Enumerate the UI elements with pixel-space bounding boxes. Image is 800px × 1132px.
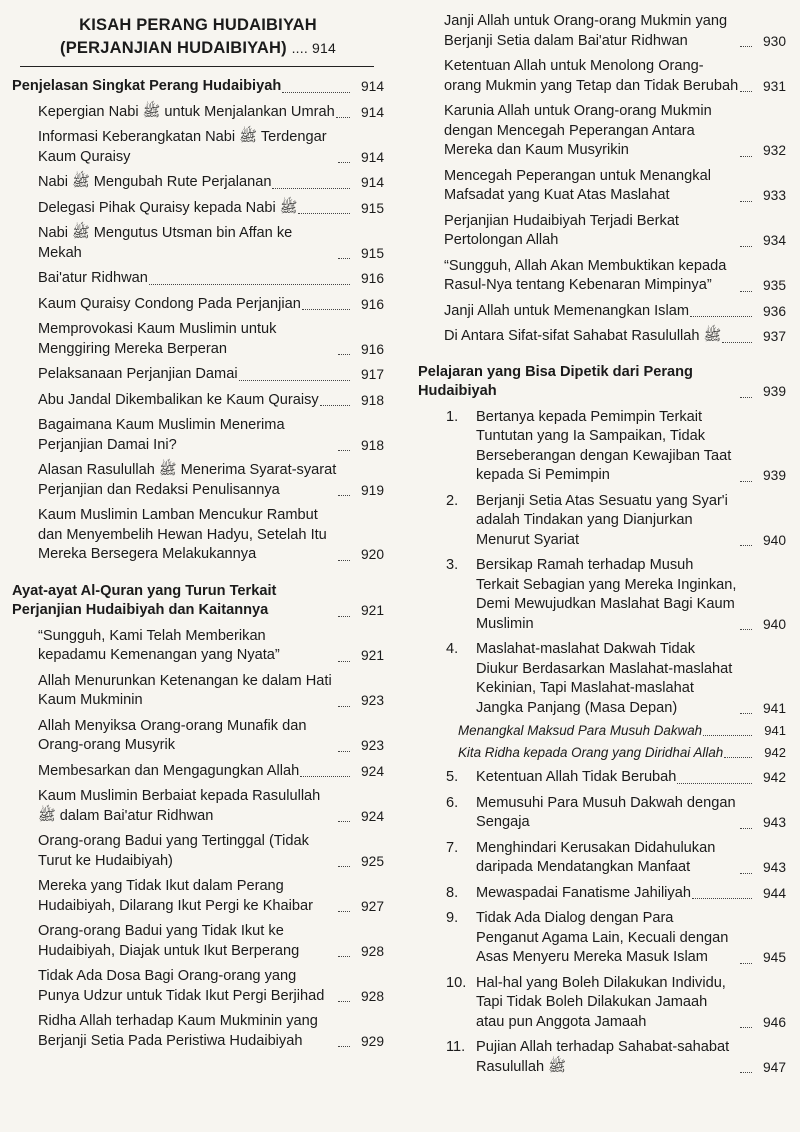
toc-entry xyxy=(12,320,384,359)
entry-title: “Sungguh, Allah Akan Membuktikan kepada Rasul-Nya tentang Kebenaran Mimpinya” xyxy=(444,257,727,293)
lesson-number: 2. xyxy=(446,492,459,509)
entry-page-number: 940 xyxy=(762,532,786,548)
entry-page-number: 918 xyxy=(360,437,384,453)
numbered-lesson xyxy=(418,794,786,833)
entry-page-number: 933 xyxy=(762,188,786,203)
toc-entry xyxy=(476,974,786,1033)
entry-page-number: 914 xyxy=(360,149,384,165)
entry-title: Menghindari Kerusakan Didahulukan daripada Mendatangkan Manfaat xyxy=(476,839,716,875)
entry-page-number: 918 xyxy=(360,392,384,408)
entry-title: Abu Jandal Dikembalikan ke Kaum Quraisy xyxy=(38,391,319,408)
toc-entry xyxy=(12,365,384,385)
lesson-number: 3. xyxy=(446,557,459,573)
entry-title: “Sungguh, Kami Telah Memberikan kepadamu Kemenangan yang Nyata” xyxy=(38,627,280,663)
toc-entry xyxy=(12,416,384,455)
dot-leader xyxy=(740,481,752,482)
toc-entry xyxy=(12,1012,384,1051)
entry-title: Kaum Muslimin Berbaiat kepada Rasulullah ﷺ dalam Bai'atur Ridhwan xyxy=(38,788,321,824)
chapter-page-number: 914 xyxy=(312,40,336,56)
entry-page-number: 928 xyxy=(360,943,384,959)
lesson-number: 5. xyxy=(446,769,459,785)
entry-title: Pelaksanaan Perjanjian Damai xyxy=(38,366,238,382)
entry-title: Ridha Allah terhadap Kaum Mukminin yang Berjanji Setia Pada Peristiwa Hudaibiyah xyxy=(38,1013,318,1049)
toc-entry xyxy=(418,12,786,51)
dot-leader xyxy=(338,450,350,451)
entry-title: Pujian Allah terhadap Sahabat-sahabat Rasulullah ﷺ xyxy=(476,1039,730,1075)
chapter-title-line1: KISAH PERANG HUDAIBIYAH xyxy=(79,16,317,34)
chapter-title xyxy=(12,0,384,60)
toc-entry xyxy=(12,787,384,826)
entry-title: Allah Menyiksa Orang-orang Munafik dan Orang-orang Musyrik xyxy=(38,717,307,753)
dot-leader xyxy=(722,342,752,343)
toc-entry xyxy=(12,128,384,167)
entry-page-number: 943 xyxy=(762,815,786,830)
right-column xyxy=(418,0,786,1077)
entry-page-number: 945 xyxy=(762,950,786,965)
entry-title: Bertanya kepada Pemimpin Terkait Tuntutan yang Ia Sampaikan, Tidak Berseberangan dengan Kewajiban Taat kepada Si Pemimpin xyxy=(476,408,732,483)
entry-page-number: 927 xyxy=(360,898,384,914)
entry-title: Di Antara Sifat-sifat Sahabat Rasulullah ﷺ xyxy=(444,328,722,344)
toc-entry xyxy=(12,922,384,961)
entry-title: Allah Menurunkan Ketenangan ke dalam Hati Kaum Mukminin xyxy=(38,672,332,708)
dot-leader xyxy=(272,188,350,189)
toc-section-heading xyxy=(12,77,384,97)
dot-leader xyxy=(740,156,752,157)
numbered-lesson xyxy=(418,1038,786,1077)
entry-title: Tidak Ada Dialog dengan Para Penganut Agama Lain, Kecuali dengan Asas Menyeru Mereka Masuk Islam xyxy=(476,910,729,965)
entry-title: Kita Ridha kepada Orang yang Diridhai Allah xyxy=(458,745,724,760)
dot-leader xyxy=(740,291,752,292)
entry-page-number: 917 xyxy=(360,367,384,382)
toc-entry xyxy=(476,884,786,904)
entry-page-number: 946 xyxy=(762,1014,786,1030)
entry-page-number: 930 xyxy=(762,33,786,49)
toc-entry xyxy=(476,408,786,486)
entry-page-number: 916 xyxy=(360,271,384,286)
entry-title: Orang-orang Badui yang Tidak Ikut ke Hudaibiyah, Diajak untuk Ikut Berperang xyxy=(38,923,300,959)
dot-leader xyxy=(338,956,350,957)
numbered-lesson xyxy=(418,768,786,788)
numbered-lesson xyxy=(418,492,786,551)
lesson-number: 4. xyxy=(446,641,459,657)
dot-leader xyxy=(740,201,752,202)
toc-entry xyxy=(12,199,384,219)
entry-title: Perjanjian Hudaibiyah Terjadi Berkat Pertolongan Allah xyxy=(444,212,679,248)
dot-leader xyxy=(149,284,350,285)
entry-title: Janji Allah untuk Orang-orang Mukmin yang Berjanji Setia dalam Bai'atur Ridhwan xyxy=(444,13,728,49)
left-entries xyxy=(12,77,384,1051)
dot-leader xyxy=(740,397,752,398)
entry-page-number: 942 xyxy=(764,745,786,760)
entry-title: Berjanji Setia Atas Sesuatu yang Syar'i adalah Tindakan yang Dianjurkan Menurut Syariat xyxy=(476,492,728,548)
entry-title: Mencegah Peperangan untuk Menangkal Mafsadat yang Kuat Atas Maslahat xyxy=(444,167,711,203)
toc-entry xyxy=(476,492,786,551)
dot-leader xyxy=(298,213,350,214)
right-entries xyxy=(418,12,786,1077)
dot-leader xyxy=(338,911,350,912)
toc-entry xyxy=(476,1038,786,1077)
entry-page-number: 919 xyxy=(360,482,384,498)
entry-page-number: 916 xyxy=(360,341,384,357)
toc-entry xyxy=(12,627,384,666)
entry-page-number: 935 xyxy=(762,278,786,293)
lesson-number: 1. xyxy=(446,408,459,425)
entry-page-number: 947 xyxy=(762,1059,786,1075)
title-divider xyxy=(20,66,374,67)
entry-page-number: 944 xyxy=(762,885,786,901)
toc-entry xyxy=(418,302,786,322)
entry-page-number: 934 xyxy=(762,233,786,248)
entry-title: Janji Allah untuk Memenangkan Islam xyxy=(444,302,689,319)
lesson-number: 11. xyxy=(446,1039,466,1055)
dot-leader xyxy=(338,1046,350,1047)
dot-leader xyxy=(282,92,350,93)
chapter-title-line2: (PERJANJIAN HUDAIBIYAH) .... 914 xyxy=(60,39,336,57)
dot-leader xyxy=(302,309,350,310)
dot-leader xyxy=(338,661,350,662)
dot-leader xyxy=(338,354,350,355)
toc-entry xyxy=(12,391,384,411)
lesson-number: 8. xyxy=(446,884,459,901)
toc-entry xyxy=(12,832,384,871)
entry-title: Memprovokasi Kaum Muslimin untuk Menggiring Mereka Berperan xyxy=(38,321,277,357)
lesson-number: 9. xyxy=(446,910,459,926)
toc-entry xyxy=(418,744,786,762)
toc-entry xyxy=(418,327,786,347)
entry-title: Pelajaran yang Bisa Dipetik dari Perang Hudaibiyah xyxy=(418,363,693,399)
entry-title: Bai'atur Ridhwan xyxy=(38,270,148,286)
toc-entry xyxy=(476,556,786,634)
entry-page-number: 943 xyxy=(762,860,786,875)
entry-page-number: 924 xyxy=(360,763,384,779)
entry-title: Membesarkan dan Mengagungkan Allah xyxy=(38,762,300,779)
entry-page-number: 928 xyxy=(360,988,384,1004)
numbered-lesson xyxy=(418,556,786,634)
toc-entry xyxy=(476,768,786,788)
dot-leader xyxy=(338,821,350,822)
toc-entry xyxy=(418,102,786,161)
entry-page-number: 925 xyxy=(360,853,384,869)
entry-title: Bagaimana Kaum Muslimin Menerima Perjanjian Damai Ini? xyxy=(38,417,285,453)
entry-page-number: 923 xyxy=(360,693,384,708)
entry-page-number: 915 xyxy=(360,200,384,216)
toc-entry xyxy=(418,212,786,251)
dot-leader xyxy=(338,866,350,867)
entry-page-number: 931 xyxy=(762,78,786,94)
entry-page-number: 937 xyxy=(762,329,786,344)
entry-title: Nabi ﷺ Mengutus Utsman bin Affan ke Mekah xyxy=(38,225,293,261)
toc-entry xyxy=(476,640,786,718)
entry-title: Nabi ﷺ Mengubah Rute Perjalanan xyxy=(38,174,272,190)
entry-title: Menangkal Maksud Para Musuh Dakwah xyxy=(458,723,703,738)
entry-title: Kaum Muslimin Lamban Mencukur Rambut dan Menyembelih Hewan Hadyu, Setelah Itu Mereka Bersegera Melakukannya xyxy=(38,507,327,562)
entry-title: Karunia Allah untuk Orang-orang Mukmin dengan Mencegah Peperangan Antara Mereka dan Kaum Musyrikin xyxy=(444,103,712,158)
dot-leader xyxy=(740,1072,752,1073)
dot-leader xyxy=(338,162,350,163)
entry-title: Kepergian Nabi ﷺ untuk Menjalankan Umrah xyxy=(38,103,335,120)
entry-title: Delegasi Pihak Quraisy kepada Nabi ﷺ xyxy=(38,199,298,216)
dot-leader xyxy=(740,46,752,47)
numbered-lesson xyxy=(418,408,786,486)
dot-leader xyxy=(320,405,350,406)
entry-title: Ketentuan Allah Tidak Berubah xyxy=(476,769,677,785)
dot-leader xyxy=(338,1001,350,1002)
left-column xyxy=(12,0,384,1051)
toc-entry xyxy=(476,839,786,878)
dot-leader xyxy=(740,828,752,829)
toc-entry xyxy=(476,909,786,968)
toc-entry xyxy=(12,672,384,711)
dot-leader xyxy=(740,545,752,546)
dot-leader xyxy=(677,783,752,784)
entry-title: Ketentuan Allah untuk Menolong Orang-orang Mukmin yang Tetap dan Tidak Berubah xyxy=(444,58,739,94)
toc-entry xyxy=(12,224,384,263)
toc-entry xyxy=(476,794,786,833)
entry-page-number: 914 xyxy=(360,79,384,94)
dot-leader xyxy=(338,495,350,496)
toc-entry xyxy=(418,167,786,206)
toc-section-heading xyxy=(418,363,786,402)
lesson-number: 7. xyxy=(446,839,459,856)
entry-page-number: 923 xyxy=(360,738,384,753)
entry-page-number: 915 xyxy=(360,245,384,261)
entry-title: Maslahat-maslahat Dakwah Tidak Diukur Berdasarkan Maslahat-maslahat Kekinian, Tapi Maslahat-maslahat Jangka Panjang (Masa Depan) xyxy=(476,641,733,716)
entry-title: Tidak Ada Dosa Bagi Orang-orang yang Punya Udzur untuk Tidak Ikut Pergi Berjihad xyxy=(38,968,325,1004)
dot-leader xyxy=(740,713,752,714)
entry-page-number: 936 xyxy=(762,303,786,319)
dot-leader xyxy=(690,316,752,317)
dot-leader xyxy=(338,751,350,752)
dot-leader xyxy=(703,735,752,736)
entry-page-number: 929 xyxy=(360,1033,384,1049)
toc-entry xyxy=(12,967,384,1006)
numbered-lesson xyxy=(418,839,786,878)
entry-title: Kaum Quraisy Condong Pada Perjanjian xyxy=(38,295,301,312)
numbered-lesson xyxy=(418,974,786,1033)
dot-leader xyxy=(740,246,752,247)
entry-page-number: 939 xyxy=(762,384,786,399)
entry-title: Penjelasan Singkat Perang Hudaibiyah xyxy=(12,78,282,94)
entry-page-number: 921 xyxy=(360,648,384,663)
dot-leader xyxy=(336,117,350,118)
dot-leader xyxy=(338,258,350,259)
toc-entry xyxy=(418,57,786,96)
dot-leader xyxy=(740,629,752,630)
dot-leader xyxy=(239,380,350,381)
numbered-lesson xyxy=(418,640,786,718)
entry-title: Ayat-ayat Al-Quran yang Turun Terkait Perjanjian Hudaibiyah dan Kaitannya xyxy=(12,582,277,618)
toc-entry xyxy=(12,103,384,123)
entry-title: Mewaspadai Fanatisme Jahiliyah xyxy=(476,884,691,901)
entry-title: Informasi Keberangkatan Nabi ﷺ Terdengar Kaum Quraisy xyxy=(38,129,327,165)
lesson-number: 6. xyxy=(446,794,459,811)
toc-entry xyxy=(12,461,384,500)
entry-page-number: 942 xyxy=(762,770,786,785)
dot-leader xyxy=(740,1027,752,1028)
toc-entry xyxy=(12,762,384,782)
dot-leader xyxy=(300,776,350,777)
toc-entry xyxy=(418,722,786,740)
entry-title: Alasan Rasulullah ﷺ Menerima Syarat-syarat Perjanjian dan Redaksi Penulisannya xyxy=(38,462,337,498)
toc-entry xyxy=(418,257,786,296)
dot-leader xyxy=(692,898,752,899)
entry-page-number: 920 xyxy=(360,547,384,562)
entry-title: Mereka yang Tidak Ikut dalam Perang Hudaibiyah, Dilarang Ikut Pergi ke Khaibar xyxy=(38,878,314,914)
dot-leader xyxy=(338,706,350,707)
dot-leader xyxy=(740,873,752,874)
entry-page-number: 916 xyxy=(360,296,384,312)
dot-leader xyxy=(338,560,350,561)
toc-entry xyxy=(12,717,384,756)
entry-page-number: 921 xyxy=(360,603,384,618)
toc-entry xyxy=(12,269,384,289)
lesson-number: 10. xyxy=(446,974,467,991)
toc-entry xyxy=(12,173,384,193)
toc-entry xyxy=(12,506,384,565)
entry-title: Memusuhi Para Musuh Dakwah dengan Sengaja xyxy=(476,794,736,830)
dot-leader xyxy=(740,91,752,92)
entry-title: Hal-hal yang Boleh Dilakukan Individu, Tapi Tidak Boleh Dilakukan Jamaah atau pun Anggota Jamaah xyxy=(476,974,726,1030)
entry-title: Orang-orang Badui yang Tertinggal (Tidak Turut ke Hudaibiyah) xyxy=(38,833,309,869)
toc-section-heading xyxy=(12,582,384,621)
dot-leader xyxy=(724,757,752,758)
numbered-lesson xyxy=(418,884,786,904)
toc-entry xyxy=(12,295,384,315)
entry-page-number: 941 xyxy=(764,723,786,738)
entry-title: Bersikap Ramah terhadap Musuh Terkait Sebagian yang Mereka Inginkan, Demi Mewujudkan Maslahat Bagi Kaum Muslimin xyxy=(476,557,737,632)
entry-page-number: 939 xyxy=(762,468,786,483)
entry-page-number: 941 xyxy=(762,700,786,716)
entry-page-number: 914 xyxy=(360,104,384,120)
dot-leader xyxy=(740,963,752,964)
entry-page-number: 914 xyxy=(360,175,384,190)
entry-page-number: 924 xyxy=(360,808,384,824)
numbered-lesson xyxy=(418,909,786,968)
toc-entry xyxy=(12,877,384,916)
entry-page-number: 940 xyxy=(762,616,786,632)
dot-leader xyxy=(338,616,350,617)
entry-page-number: 932 xyxy=(762,143,786,158)
